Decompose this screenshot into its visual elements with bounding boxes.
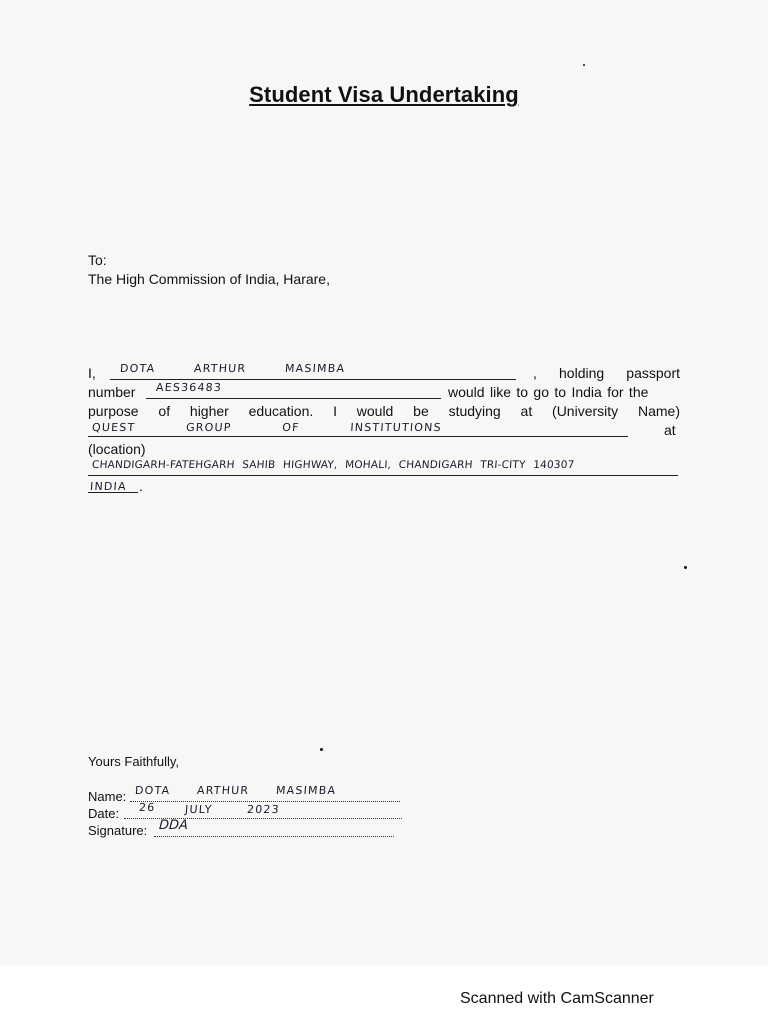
at-label: at bbox=[664, 422, 676, 438]
passport-word: passport bbox=[626, 365, 680, 381]
camscanner-watermark: Scanned with CamScanner bbox=[460, 990, 654, 1007]
india-underline bbox=[88, 492, 138, 493]
passport-underline bbox=[146, 398, 441, 399]
purpose-word-1: of bbox=[158, 403, 171, 419]
purpose-word-2: higher bbox=[189, 403, 229, 419]
location-label: (location) bbox=[88, 441, 146, 457]
handwritten-location-line2: INDIA bbox=[89, 480, 128, 493]
university-underline bbox=[88, 436, 628, 437]
purpose-word-0: purpose bbox=[88, 403, 139, 419]
holding-passport-text bbox=[533, 365, 680, 382]
purpose-word-5: would bbox=[356, 403, 394, 419]
would-like-text: would like to go to India for the bbox=[448, 384, 649, 400]
purpose-word-8: at bbox=[520, 403, 533, 419]
handwritten-signature: DDA bbox=[158, 818, 189, 833]
purpose-word-3: education. bbox=[248, 403, 314, 419]
handwritten-location-line1: CHANDIGARH-FATEHGARH SAHIB HIGHWAY, MOHALI, CHANDIGARH TRI-CITY 140307 bbox=[91, 459, 575, 471]
to-label: To: bbox=[88, 252, 107, 268]
purpose-word-4: I bbox=[333, 403, 337, 419]
name-dotted-line bbox=[130, 801, 400, 802]
handwritten-date-day: 26 bbox=[138, 801, 156, 814]
holding-comma: , bbox=[533, 365, 537, 381]
signature-dotted-line bbox=[154, 836, 394, 837]
number-label: number bbox=[88, 384, 136, 400]
date-label: Date: bbox=[88, 806, 120, 821]
handwritten-signed-name: DOTA ARTHUR MASIMBA bbox=[134, 784, 337, 797]
handwritten-applicant-name: DOTA ARTHUR MASIMBA bbox=[119, 362, 346, 375]
purpose-word-6: be bbox=[413, 403, 429, 419]
holding-word: holding bbox=[559, 365, 605, 381]
closing: Yours Faithfully, bbox=[88, 754, 180, 769]
i-prefix: I, bbox=[88, 365, 96, 381]
purpose-word-9: (University bbox=[552, 403, 619, 419]
end-period: . bbox=[139, 478, 143, 494]
document-title: Student Visa Undertaking bbox=[249, 82, 519, 107]
name-underline bbox=[110, 379, 516, 380]
purpose-word-7: studying bbox=[448, 403, 501, 419]
signature-label: Signature: bbox=[88, 823, 148, 838]
scan-speck bbox=[320, 748, 323, 751]
handwritten-date-year: 2023 bbox=[246, 803, 281, 816]
scan-speck bbox=[684, 566, 687, 569]
handwritten-date-month: JULY bbox=[184, 803, 213, 816]
purpose-word-10: Name) bbox=[637, 403, 680, 419]
scan-speck bbox=[583, 64, 585, 66]
purpose-line bbox=[88, 403, 680, 420]
location-underline bbox=[88, 475, 678, 476]
name-label: Name: bbox=[88, 789, 127, 804]
addressee: The High Commission of India, Harare, bbox=[88, 271, 330, 287]
handwritten-university-name: QUEST GROUP OF INSTITUTIONS bbox=[91, 421, 443, 434]
handwritten-passport-number: AES36483 bbox=[155, 381, 223, 394]
